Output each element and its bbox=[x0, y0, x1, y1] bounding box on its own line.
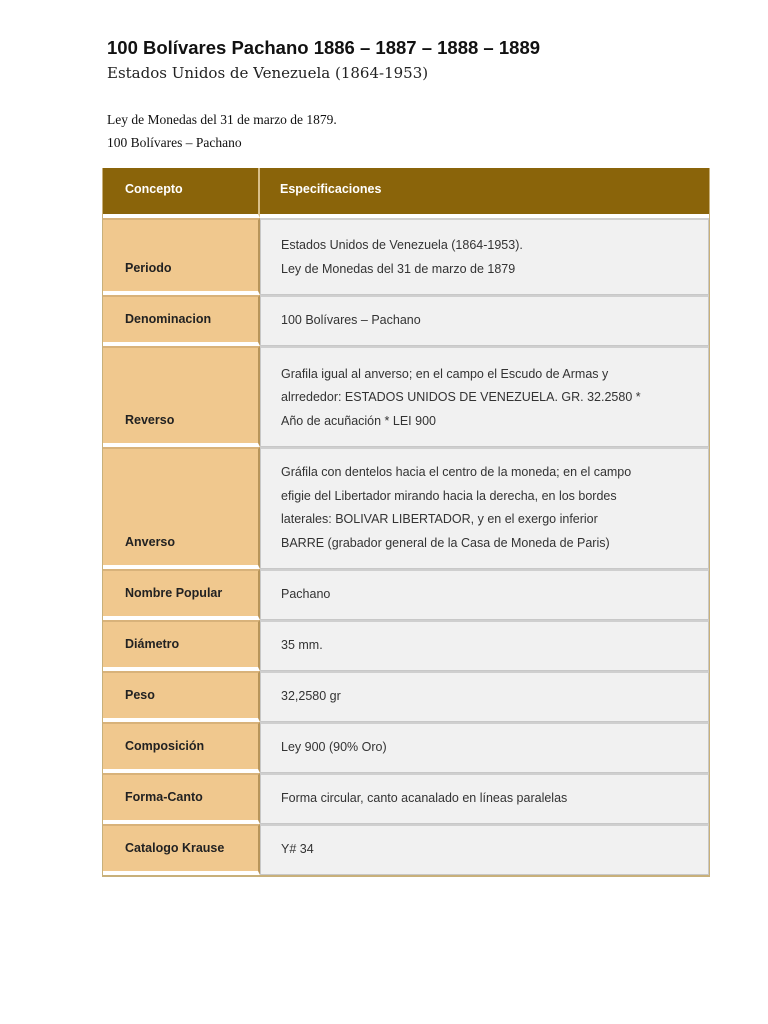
table-row bbox=[103, 447, 709, 569]
spec-line: Ley 900 (90% Oro) bbox=[281, 739, 387, 754]
row-concept: Diámetro bbox=[103, 620, 260, 671]
spec-line: BARRE (grabador general de la Casa de Moneda de Paris) bbox=[281, 535, 610, 550]
row-spec bbox=[260, 620, 709, 671]
row-concept: Nombre Popular bbox=[103, 569, 260, 620]
spec-line: Pachano bbox=[281, 586, 331, 601]
spec-table-body bbox=[103, 218, 709, 875]
page-title: 100 Bolívares Pachano 1886 – 1887 – 1888 – 1889 bbox=[107, 37, 541, 58]
spec-line: laterales: BOLIVAR LIBERTADOR, y en el exergo inferior bbox=[281, 512, 598, 526]
spec-line: Forma circular, canto acanalado en líneas paralelas bbox=[281, 790, 568, 805]
row-concept: Denominacion bbox=[103, 295, 260, 346]
table-row bbox=[103, 295, 709, 346]
spec-line: Estados Unidos de Venezuela (1864-1953). bbox=[281, 238, 523, 252]
page-subtitle: Estados Unidos de Venezuela (1864-1953) bbox=[107, 64, 429, 82]
intro-line-law: Ley de Monedas del 31 de marzo de 1879. bbox=[107, 112, 337, 127]
table-row bbox=[103, 569, 709, 620]
row-spec bbox=[260, 218, 709, 295]
table-row bbox=[103, 824, 709, 875]
header-concept: Concepto bbox=[103, 168, 260, 218]
row-concept: Peso bbox=[103, 671, 260, 722]
row-concept: Forma-Canto bbox=[103, 773, 260, 824]
row-concept: Anverso bbox=[103, 447, 260, 569]
spec-table bbox=[103, 168, 709, 875]
row-spec bbox=[260, 773, 709, 824]
intro-line-denomination: 100 Bolívares – Pachano bbox=[107, 135, 242, 150]
spec-line: 32,2580 gr bbox=[281, 688, 341, 703]
table-row bbox=[103, 218, 709, 295]
row-spec bbox=[260, 722, 709, 773]
spec-line: Y# 34 bbox=[281, 841, 314, 856]
table-row bbox=[103, 671, 709, 722]
intro-text bbox=[107, 108, 337, 154]
row-concept: Composición bbox=[103, 722, 260, 773]
row-spec bbox=[260, 671, 709, 722]
table-row bbox=[103, 722, 709, 773]
spec-line: 100 Bolívares – Pachano bbox=[281, 312, 421, 327]
spec-line: 35 mm. bbox=[281, 637, 323, 652]
spec-line: Ley de Monedas del 31 de marzo de 1879 bbox=[281, 261, 516, 276]
table-row bbox=[103, 620, 709, 671]
spec-line: Gráfila con dentelos hacia el centro de la moneda; en el campo bbox=[281, 465, 632, 479]
row-concept: Catalogo Krause bbox=[103, 824, 260, 875]
spec-line: Año de acuñación * LEI 900 bbox=[281, 413, 436, 428]
row-spec bbox=[260, 569, 709, 620]
spec-line: Grafila igual al anverso; en el campo el Escudo de Armas y bbox=[281, 366, 609, 381]
row-concept: Periodo bbox=[103, 218, 260, 295]
spec-line: alrrededor: ESTADOS UNIDOS DE VENEZUELA. GR. 32.2580 * bbox=[281, 390, 641, 404]
row-spec bbox=[260, 824, 709, 875]
row-spec bbox=[260, 447, 709, 569]
row-concept: Reverso bbox=[103, 346, 260, 447]
header-specs: Especificaciones bbox=[260, 168, 709, 218]
row-spec bbox=[260, 346, 709, 447]
table-header-row bbox=[103, 168, 709, 218]
spec-table-container bbox=[102, 168, 710, 877]
table-row bbox=[103, 346, 709, 447]
table-row bbox=[103, 773, 709, 824]
row-spec bbox=[260, 295, 709, 346]
spec-line: efigie del Libertador mirando hacia la derecha, en los bordes bbox=[281, 488, 617, 503]
